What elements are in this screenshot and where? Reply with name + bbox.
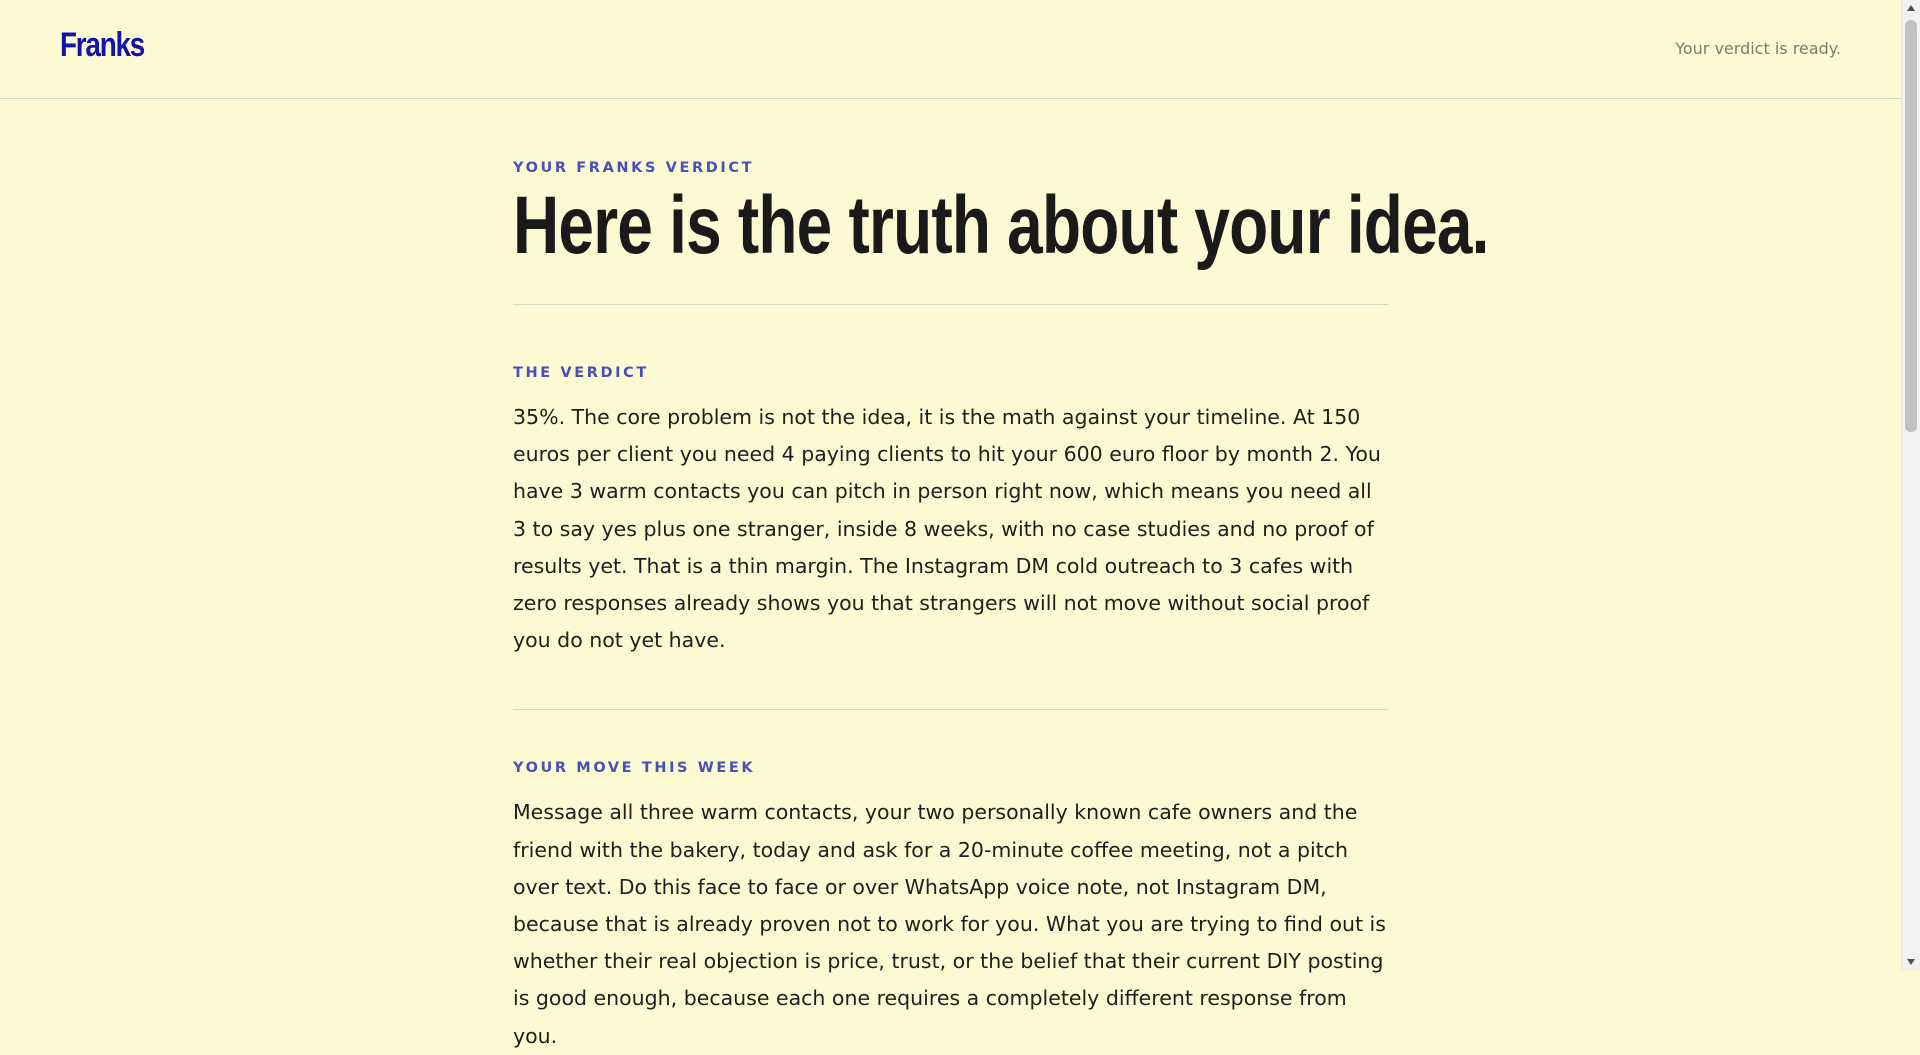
- page-title: Here is the truth about your idea.: [513, 180, 1489, 271]
- section-label-verdict: THE VERDICT: [513, 365, 649, 381]
- scroll-down-arrow-icon[interactable]: [1907, 959, 1915, 965]
- hero-eyebrow: YOUR FRANKS VERDICT: [513, 160, 755, 176]
- divider: [513, 709, 1388, 710]
- franks-logo[interactable]: Franks: [60, 26, 145, 64]
- site-header: [0, 0, 1901, 99]
- move-section: [513, 760, 1388, 1054]
- scroll-thumb[interactable]: [1905, 20, 1917, 432]
- divider: [513, 304, 1388, 305]
- status-text: Your verdict is ready.: [1675, 39, 1841, 58]
- verdict-body: 35%. The core problem is not the idea, it is the math against your timeline. At 150 euros per client you need 4 paying clients to hit your 600 euro floor by month 2. You have 3 warm contacts you can pitch in person right now, which means you need all 3 to say yes plus one stranger, inside 8 weeks, with no case studies and no proof of results yet. That is a thin margin. The Instagram DM cold outreach to 3 cafes with zero responses already shows you that strangers will not move without social proof you do not yet have.: [513, 405, 1381, 653]
- move-body: Message all three warm contacts, your two personally known cafe owners and the friend with the bakery, today and ask for a 20-minute coffee meeting, not a pitch over text. Do this face to face or over WhatsApp voice note, not Instagram DM, because that is already proven not to work for you. What you are trying to find out is whether their real objection is price, trust, or the belief that their current DIY posting is good enough, because each one requires a completely different response from you.: [513, 800, 1386, 1048]
- main-content: [513, 160, 1489, 1055]
- section-label-move: YOUR MOVE THIS WEEK: [513, 760, 756, 777]
- scroll-up-arrow-icon[interactable]: [1907, 5, 1915, 11]
- verdict-section: [513, 365, 1388, 659]
- vertical-scrollbar[interactable]: [1901, 0, 1920, 970]
